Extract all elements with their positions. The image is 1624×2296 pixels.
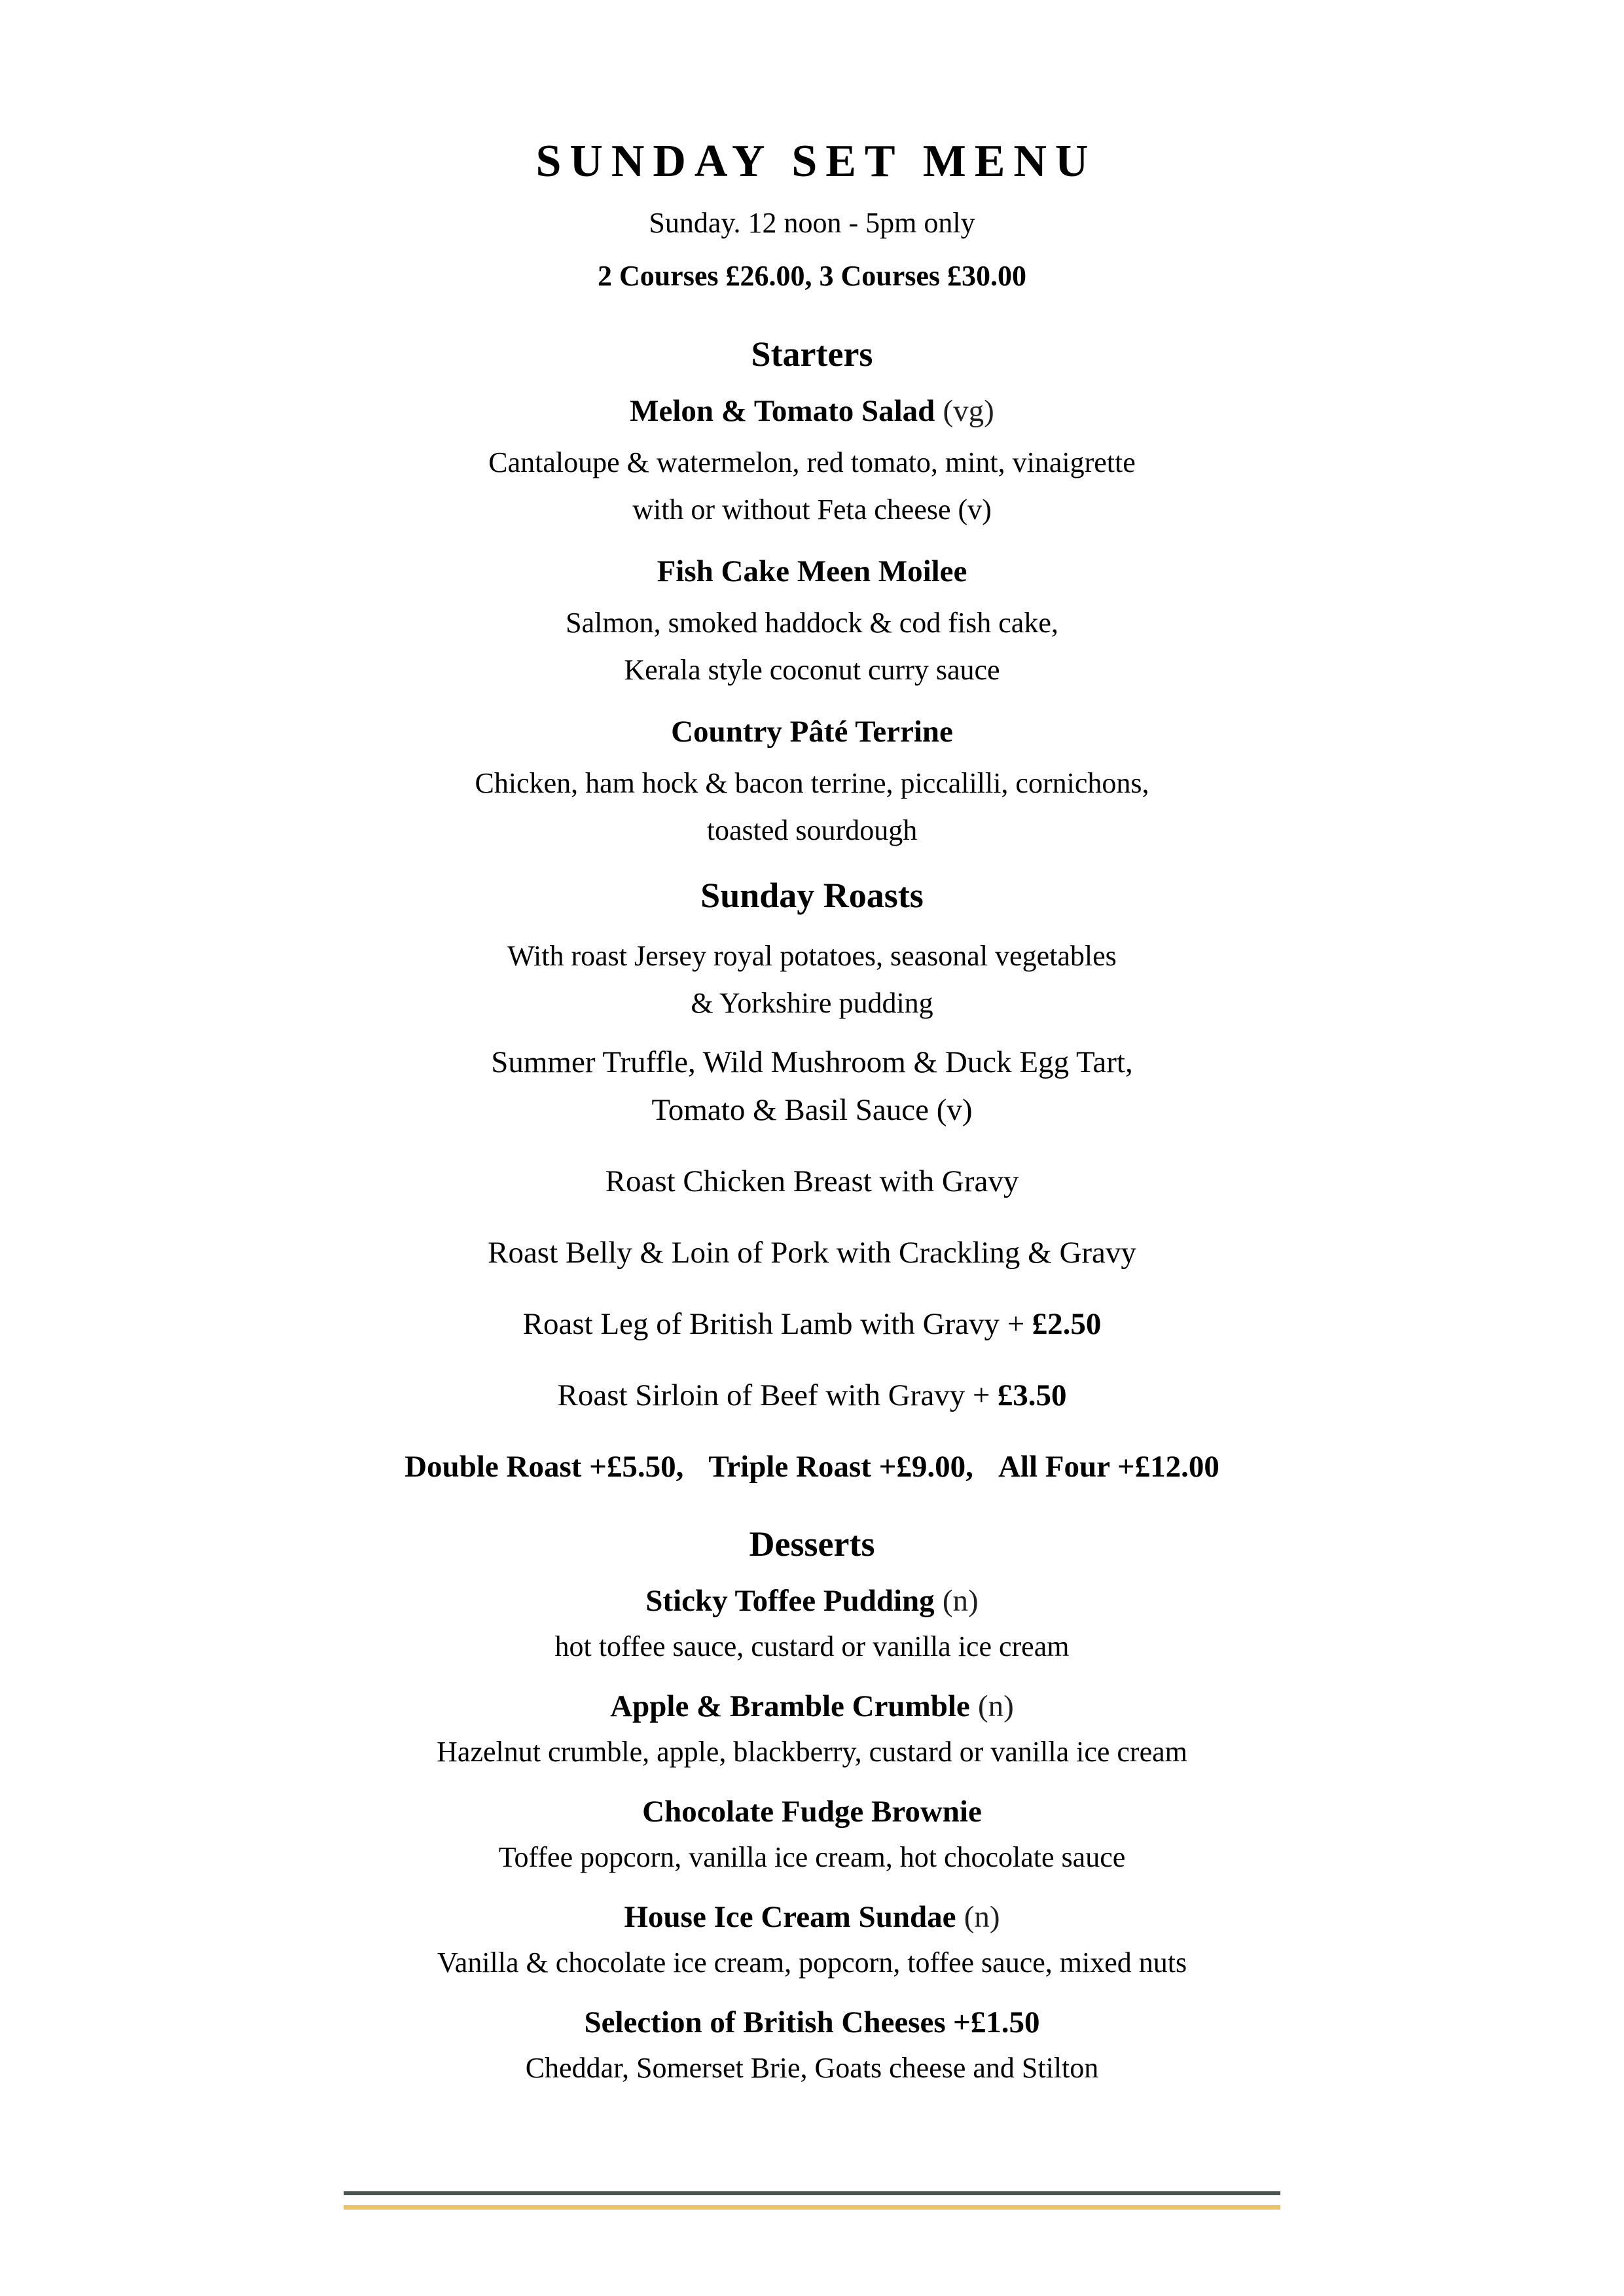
item-name-text: Melon & Tomato Salad [630,394,935,429]
roast-option-text: Roast Leg of British Lamb with Gravy + [522,1307,1025,1342]
item-name [0,1581,1624,1621]
menu-item-chocolate-fudge-brownie [0,1792,1624,1876]
menu-item-melon-tomato-salad [0,391,1624,533]
page-title: SUNDAY SET MENU [535,136,1097,187]
item-name [0,1687,1624,1727]
combo-double-roast: Double Roast +£5.50, [405,1450,684,1484]
menu-item-apple-bramble-crumble [0,1687,1624,1770]
supplement-price: +£1.50 [952,2005,1040,2040]
sunday-roasts-heading: Sunday Roasts [700,876,924,916]
roast-option-lamb [0,1300,1624,1348]
item-name-text: Apple & Bramble Crumble [610,1689,970,1724]
item-description: hot toffee sauce, custard or vanilla ice cream [554,1630,1070,1663]
item-description: Cantaloupe & watermelon, red tomato, mint, vinaigrette [488,446,1136,479]
item-description: Cheddar, Somerset Brie, Goats cheese and Stilton [525,2052,1099,2085]
menu-item-country-pate-terrine [0,712,1624,854]
item-description: Kerala style coconut curry sauce [624,654,1000,687]
menu-item-british-cheeses [0,2003,1624,2087]
roasts-intro-line: With roast Jersey royal potatoes, seasonal vegetables [507,940,1117,973]
set-menu-pricing: 2 Courses £26.00, 3 Courses £30.00 [597,260,1027,293]
combo-triple-roast: Triple Roast +£9.00, [708,1450,973,1484]
item-name [0,1897,1624,1937]
supplement-price: £2.50 [1032,1307,1102,1342]
section-starters [0,331,1624,854]
menu-item-sticky-toffee-pudding [0,1581,1624,1665]
dietary-tag: (n) [964,1900,1000,1935]
item-name-text: House Ice Cream Sundae [624,1900,956,1935]
combo-all-four: All Four +£12.00 [998,1450,1219,1484]
desserts-heading: Desserts [749,1524,875,1564]
item-description: Vanilla & chocolate ice cream, popcorn, toffee sauce, mixed nuts [437,1946,1187,1979]
divider-gold-rule [344,2205,1280,2210]
section-desserts [0,1521,1624,2087]
roasts-intro [0,933,1624,1027]
roast-option-line: Summer Truffle, Wild Mushroom & Duck Egg Tart, [491,1045,1133,1080]
roast-option-pork: Roast Belly & Loin of Pork with Crackling & Gravy [488,1236,1136,1270]
item-name-text: Selection of British Cheeses [584,2005,946,2040]
roast-option-text: Roast Sirloin of Beef with Gravy + [557,1378,990,1413]
item-description: with or without Feta cheese (v) [632,493,992,526]
item-description: Hazelnut crumble, apple, blackberry, custard or vanilla ice cream [437,1736,1187,1768]
roast-option-chicken: Roast Chicken Breast with Gravy [605,1164,1019,1199]
item-name [0,391,1624,431]
menu-item-fish-cake-meen-moilee [0,552,1624,694]
multi-roast-pricing [0,1443,1624,1491]
roast-option-truffle-tart [0,1039,1624,1134]
item-name: Fish Cake Meen Moilee [657,554,967,589]
item-description: Toffee popcorn, vanilla ice cream, hot chocolate sauce [498,1841,1126,1874]
dietary-tag: (vg) [943,394,994,429]
item-name: Chocolate Fudge Brownie [642,1795,982,1829]
footer-divider [344,2191,1280,2210]
serving-times: Sunday. 12 noon - 5pm only [649,207,975,239]
roast-option-line: Tomato & Basil Sauce (v) [651,1093,973,1128]
dietary-tag: (n) [978,1689,1014,1724]
item-description: Chicken, ham hock & bacon terrine, piccalilli, cornichons, [475,767,1149,800]
item-name-text: Sticky Toffee Pudding [645,1584,935,1619]
dietary-tag: (n) [942,1584,979,1619]
section-sunday-roasts [0,872,1624,1491]
item-name: Country Pâté Terrine [671,715,953,749]
item-description: toasted sourdough [706,814,918,847]
roasts-intro-line: & Yorkshire pudding [691,987,933,1020]
menu-item-house-ice-cream-sundae [0,1897,1624,1981]
starters-heading: Starters [751,334,873,374]
roast-option-beef [0,1372,1624,1420]
divider-dark-rule [344,2191,1280,2195]
supplement-price: £3.50 [997,1378,1067,1413]
item-name [0,2003,1624,2043]
item-description: Salmon, smoked haddock & cod fish cake, [566,607,1058,639]
